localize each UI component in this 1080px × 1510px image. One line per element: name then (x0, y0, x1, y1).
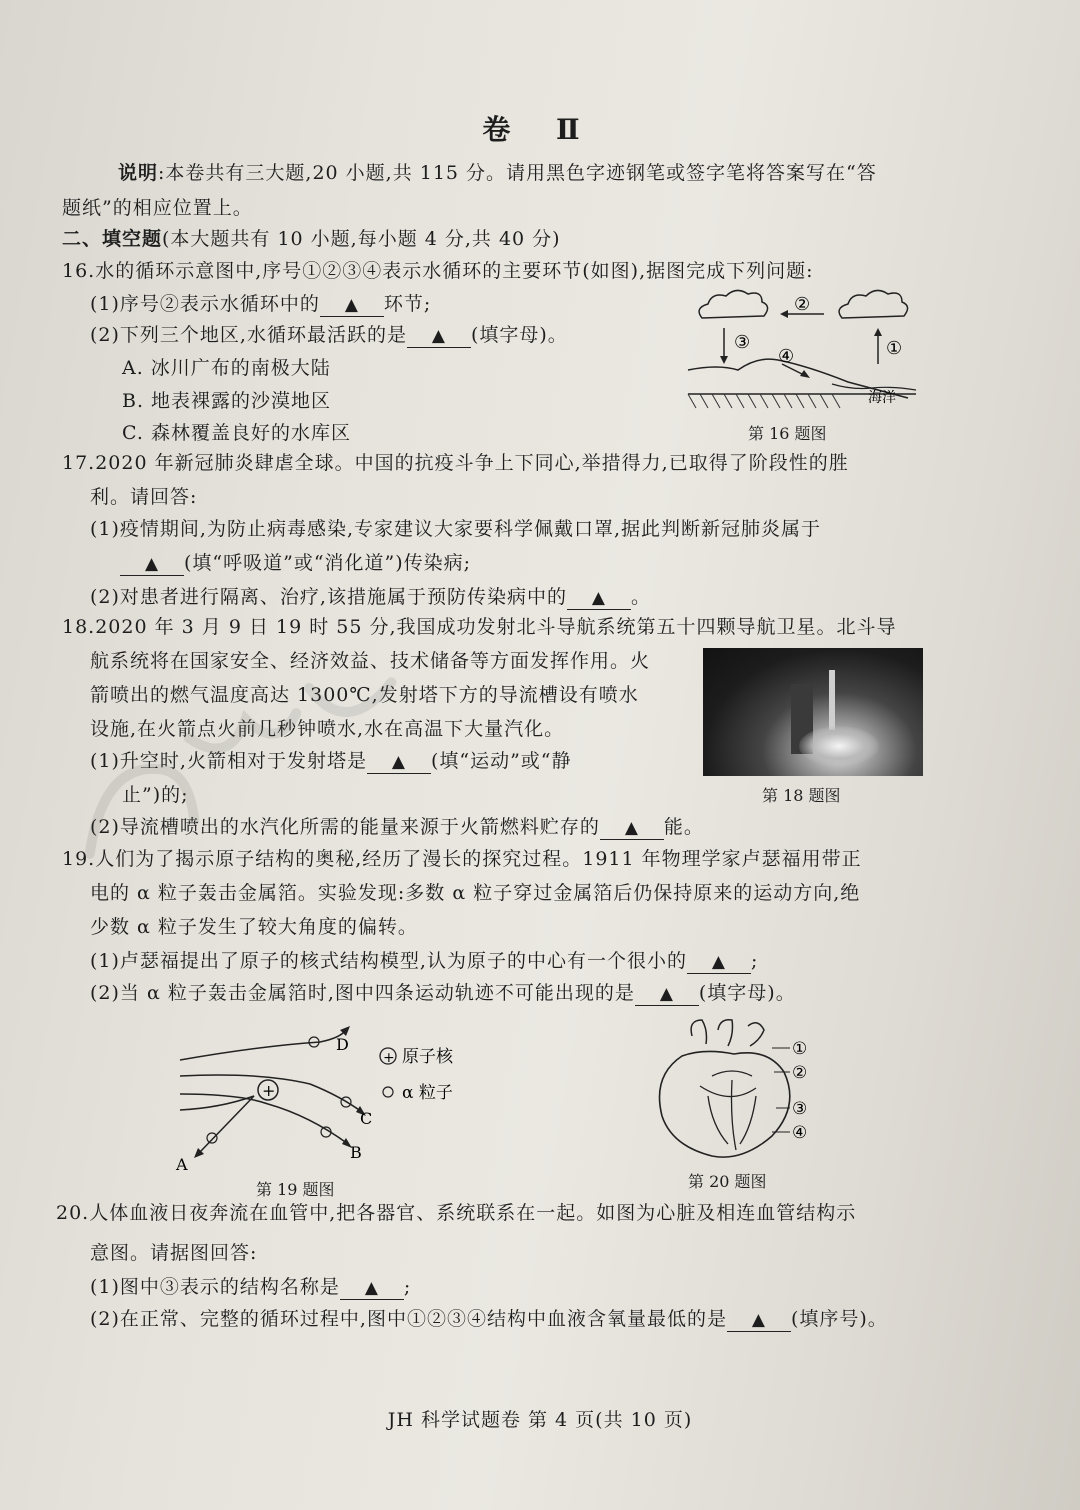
instructions-line-1 (118, 160, 877, 186)
rocket-icon (829, 670, 835, 730)
q19-part1 (90, 948, 758, 974)
answer-blank (727, 1308, 791, 1332)
q19-part1-text-after: ; (750, 950, 759, 972)
legend-nucleus-label: 原子核 (402, 1047, 453, 1067)
q17-part1-line-1: (1)疫情期间,为防止病毒感染,专家建议大家要科学佩戴口罩,据此判断新冠肺炎属于 (90, 518, 822, 540)
triangle-icon: ▲ (591, 588, 606, 608)
q16-part1 (90, 291, 431, 317)
label-3: ③ (792, 1099, 808, 1119)
triangle-icon: ▲ (659, 984, 674, 1004)
answer-blank (567, 586, 631, 610)
legend-alpha-icon (383, 1087, 393, 1097)
heart-outline (660, 1051, 790, 1157)
paper-title: 卷 Ⅱ (482, 113, 598, 146)
section-heading (62, 226, 561, 252)
alpha-scattering-figure (170, 1020, 470, 1180)
label-3: ③ (734, 332, 751, 353)
answer-blank (407, 324, 471, 348)
triangle-icon: ▲ (431, 326, 446, 346)
q20-part1-text: (1)图中③表示的结构名称是 (90, 1276, 340, 1298)
q18-line-3: 箭喷出的燃气温度高达 1300℃,发射塔下方的导流槽设有喷水 (90, 684, 639, 706)
label-4: ④ (792, 1123, 808, 1143)
label-d: D (336, 1035, 349, 1054)
trajectory-a (180, 1096, 254, 1152)
q19-line-1: 19.人们为了揭示原子结构的奥秘,经历了漫长的探究过程。1911 年物理学家卢瑟福用带正 (62, 848, 862, 870)
q18-part1-line-2: 止”)的; (122, 784, 189, 806)
blood-vessels (691, 1020, 764, 1046)
rocket-launch-photo (703, 648, 923, 776)
label-1: ① (792, 1039, 808, 1059)
q19-line-2: 电的 α 粒子轰击金属箔。实验发现:多数 α 粒子穿过金属箔后仍保持原来的运动方向,绝 (90, 882, 861, 904)
q16-part1-text-after: 环节; (383, 293, 432, 315)
label-a: A (176, 1155, 188, 1174)
heart-figure (652, 1016, 822, 1166)
label-4: ④ (778, 346, 795, 367)
q18-part1-text-after: (填“运动”或“静 (430, 750, 572, 772)
triangle-icon: ▲ (711, 952, 726, 972)
q17-part2-text-after: 。 (630, 586, 651, 608)
q17-line-1: 17.2020 年新冠肺炎肆虐全球。中国的抗疫斗争上下同心,举措得力,已取得了阶段性的胜 (62, 452, 849, 474)
answer-blank (320, 293, 384, 317)
answer-blank (340, 1276, 404, 1300)
water-cycle-figure (682, 284, 922, 414)
q20-part1-text-after: ; (403, 1276, 412, 1298)
label-c: C (360, 1109, 373, 1128)
q16-option-c: C. 森林覆盖良好的水库区 (122, 422, 351, 444)
triangle-icon: ▲ (364, 1278, 379, 1298)
exhaust-plume (799, 726, 879, 766)
q20-part2-text-after: (填序号)。 (790, 1308, 888, 1330)
q19-part1-text: (1)卢瑟福提出了原子的核式结构模型,认为原子的中心有一个很小的 (90, 950, 687, 972)
svg-text:+: + (262, 1081, 276, 1100)
q20-line-1: 20.人体血液日夜奔流在血管中,把各器官、系统联系在一起。如图为心脏及相连血管结构示 (56, 1202, 857, 1224)
q20-part1 (90, 1274, 411, 1300)
triangle-icon: ▲ (751, 1310, 766, 1330)
triangle-icon: ▲ (391, 752, 406, 772)
q16-part2-text-after: (填字母)。 (470, 324, 568, 346)
svg-text:+: + (383, 1050, 395, 1066)
cloud-left-icon (699, 290, 767, 318)
trajectory-d (180, 1030, 346, 1060)
label-ocean: 海洋 (868, 390, 896, 406)
q17-part2-text: (2)对患者进行隔离、治疗,该措施属于预防传染病中的 (90, 586, 567, 608)
q20-figure-caption: 第 20 题图 (688, 1172, 767, 1191)
q19-part2 (90, 980, 796, 1006)
q18-line-4: 设施,在火箭点火前几秒钟喷水,水在高温下大量汽化。 (90, 718, 565, 740)
q18-part1-text: (1)升空时,火箭相对于发射塔是 (90, 750, 367, 772)
instructions-label: 说明 (118, 162, 159, 184)
q20-line-2: 意图。请据图回答: (90, 1242, 258, 1264)
triangle-icon: ▲ (344, 295, 359, 315)
answer-blank (120, 552, 184, 576)
q20-part2-text: (2)在正常、完整的循环过程中,图中①②③④结构中血液含氧量最低的是 (90, 1308, 727, 1330)
section-detail: (本大题共有 10 小题,每小题 4 分,共 40 分) (162, 228, 561, 250)
q16-option-a: A. 冰川广布的南极大陆 (122, 357, 331, 379)
label-2: ② (792, 1063, 808, 1083)
label-1: ① (886, 338, 903, 359)
q16-option-b: B. 地表裸露的沙漠地区 (122, 390, 332, 412)
q20-part2 (90, 1306, 888, 1332)
q17-part1-line-2 (120, 550, 471, 576)
q17-part2 (90, 584, 651, 610)
label-2: ② (794, 294, 811, 315)
q18-figure-caption: 第 18 题图 (762, 786, 841, 805)
legend-alpha-label: α 粒子 (402, 1083, 453, 1103)
cloud-right-icon (839, 290, 907, 318)
label-b: B (350, 1143, 362, 1162)
q19-part2-text: (2)当 α 粒子轰击金属箔时,图中四条运动轨迹不可能出现的是 (90, 982, 635, 1004)
q17-part1-text-after: (填“呼吸道”或“消化道”)传染病; (184, 552, 472, 574)
section-title: 二、填空题 (62, 228, 163, 250)
answer-blank (635, 982, 699, 1006)
q18-line-2: 航系统将在国家安全、经济效益、技术储备等方面发挥作用。火 (90, 650, 651, 672)
q19-line-3: 少数 α 粒子发生了较大角度的偏转。 (90, 916, 418, 938)
q16-stem: 16.水的循环示意图中,序号①②③④表示水循环的主要环节(如图),据图完成下列问题: (62, 260, 814, 282)
q19-figure-caption: 第 19 题图 (256, 1180, 335, 1199)
answer-blank (600, 816, 664, 840)
q16-part2 (90, 322, 568, 348)
q18-part2-text: (2)导流槽喷出的水汽化所需的能量来源于火箭燃料贮存的 (90, 816, 600, 838)
page-footer: JH 科学试题卷 第 4 页(共 10 页) (387, 1409, 693, 1431)
q18-line-1: 18.2020 年 3 月 9 日 19 时 55 分,我国成功发射北斗导航系统第五十四颗导航卫星。北斗导 (62, 616, 897, 638)
instructions-text-1: :本卷共有三大题,20 小题,共 115 分。请用黑色字迹钢笔或签字笔将答案写在“答 (158, 162, 877, 184)
q17-line-2: 利。请回答: (90, 486, 198, 508)
q19-part2-text-after: (填字母)。 (698, 982, 796, 1004)
instructions-line-2: 题纸”的相应位置上。 (62, 197, 253, 219)
q18-part2-text-after: 能。 (663, 816, 704, 838)
triangle-icon: ▲ (144, 554, 160, 574)
heart-chambers (700, 1071, 756, 1150)
triangle-icon: ▲ (624, 818, 639, 838)
q16-part2-text: (2)下列三个地区,水循环最活跃的是 (90, 324, 407, 346)
q16-figure-caption: 第 16 题图 (748, 424, 827, 443)
q16-part1-text: (1)序号②表示水循环中的 (90, 293, 320, 315)
answer-blank (687, 950, 751, 974)
